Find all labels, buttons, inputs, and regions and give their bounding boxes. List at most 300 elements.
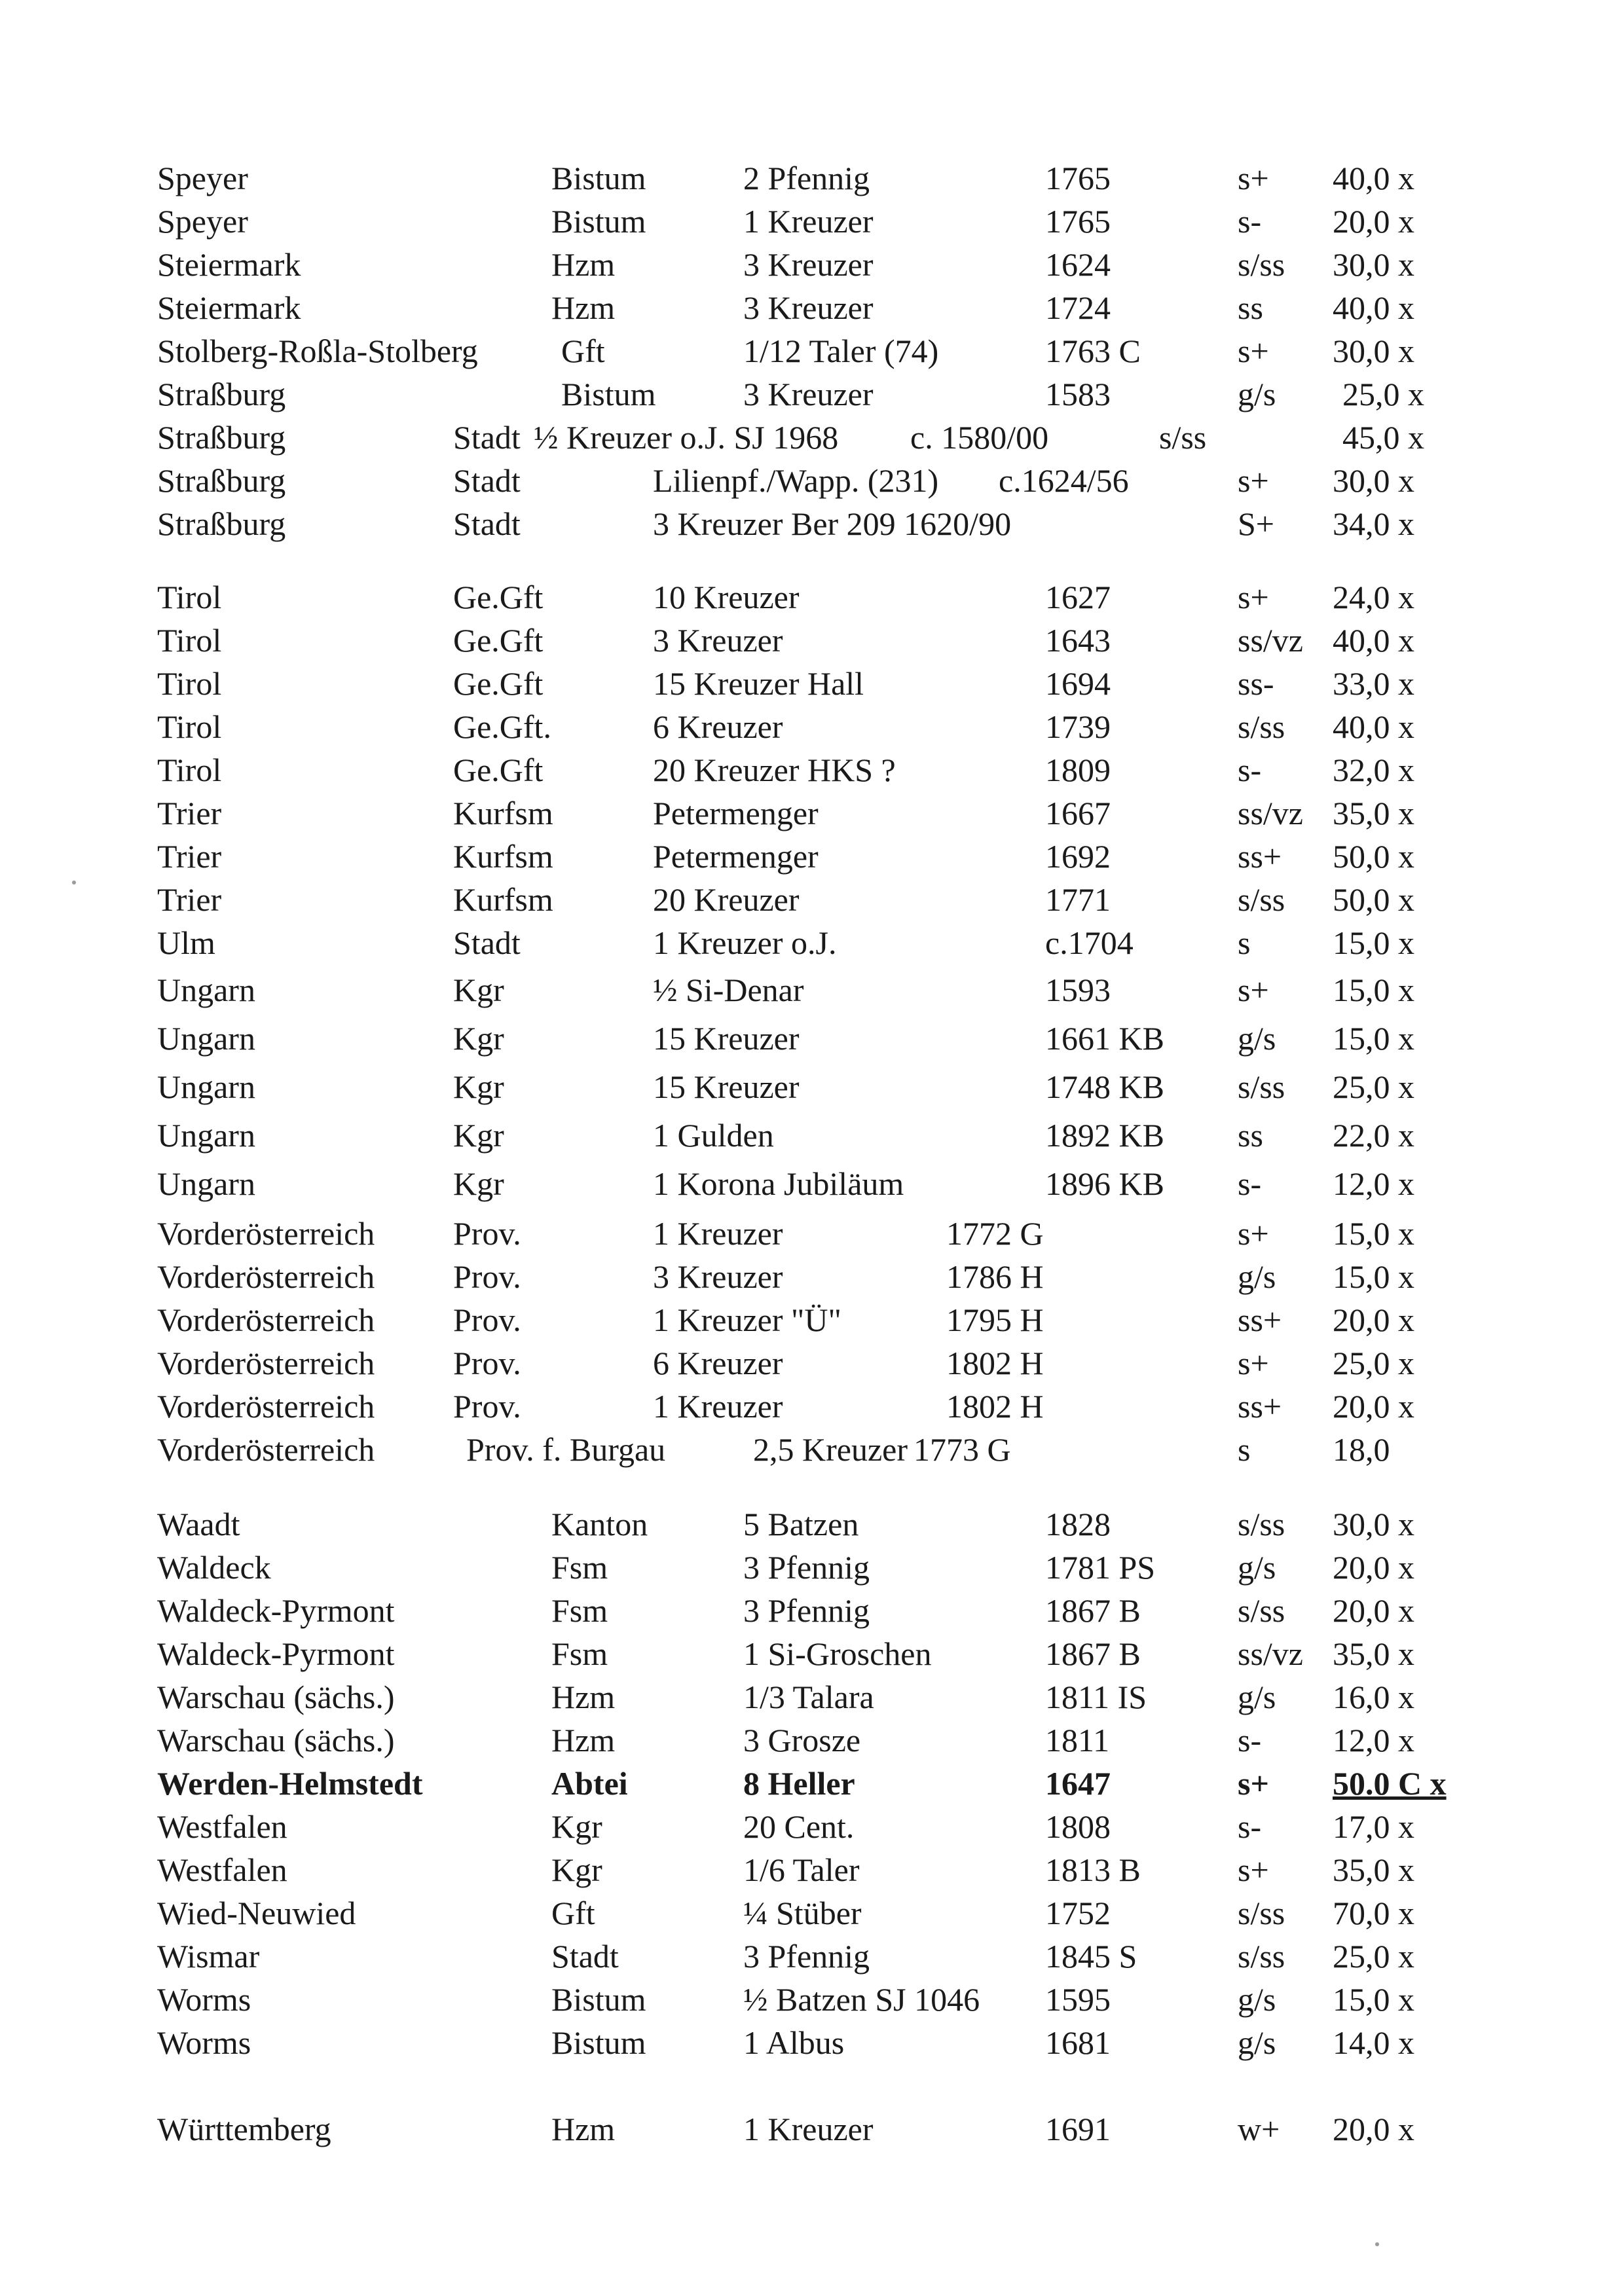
type-cell: Stadt	[453, 419, 521, 456]
table-row	[0, 1342, 1624, 1384]
denomination-cell: 3 Grosze	[743, 1722, 861, 1758]
grade-cell: s+	[1238, 160, 1269, 196]
price-cell: 20,0 x	[1333, 203, 1414, 240]
type-cell: Kgr	[551, 1851, 602, 1888]
type-cell: Ge.Gft	[453, 752, 544, 788]
territory-cell: Tirol	[157, 708, 222, 745]
territory-cell: Vorderösterreich	[157, 1431, 375, 1468]
table-row	[0, 1806, 1624, 1848]
type-cell: Kurfsm	[453, 881, 553, 918]
grade-cell: s/ss	[1238, 881, 1285, 918]
table-row	[0, 879, 1624, 920]
territory-cell: Ungarn	[157, 1165, 255, 1202]
type-cell: Kgr	[453, 972, 504, 1008]
type-cell: Fsm	[551, 1592, 608, 1629]
table-row	[0, 1676, 1624, 1718]
type-cell: Kgr	[453, 1117, 504, 1154]
territory-cell: Westfalen	[157, 1808, 287, 1845]
denomination-cell: 1 Kreuzer	[743, 203, 874, 240]
type-cell: Stadt	[453, 505, 521, 542]
table-row	[0, 1935, 1624, 1977]
grade-cell: s+	[1238, 1765, 1269, 1802]
grade-cell: s+	[1238, 1345, 1269, 1381]
grade-cell: ss/vz	[1238, 1635, 1303, 1672]
grade-cell: s/ss	[1238, 1068, 1285, 1105]
price-cell: 15,0 x	[1333, 924, 1414, 961]
price-cell: 17,0 x	[1333, 1808, 1414, 1845]
type-cell: Kgr	[551, 1808, 602, 1845]
type-cell: Prov.	[453, 1345, 521, 1381]
type-cell: Stadt	[453, 462, 521, 499]
type-cell: Prov. f. Burgau	[466, 1431, 666, 1468]
year-cell: 1681	[1045, 2024, 1111, 2061]
territory-cell: Ungarn	[157, 1117, 255, 1154]
table-row	[0, 1762, 1624, 1804]
table-row	[0, 1066, 1624, 1108]
price-cell: 30,0 x	[1333, 333, 1414, 369]
year-cell: 1748 KB	[1045, 1068, 1164, 1105]
table-row	[0, 969, 1624, 1011]
denomination-cell: 20 Kreuzer	[653, 881, 800, 918]
table-row	[0, 835, 1624, 877]
year-cell: 1811 IS	[1045, 1679, 1147, 1715]
table-row	[0, 1299, 1624, 1341]
grade-cell: s/ss	[1238, 1592, 1285, 1629]
territory-cell: Waadt	[157, 1506, 240, 1542]
year-cell: 1593	[1045, 972, 1111, 1008]
territory-cell: Trier	[157, 881, 222, 918]
denomination-cell: 3 Kreuzer	[743, 376, 874, 412]
year-cell: 1661 KB	[1045, 1020, 1164, 1057]
denomination-cell: 3 Pfennig	[743, 1549, 870, 1586]
denomination-cell: 1 Gulden	[653, 1117, 774, 1154]
year-cell: 1809	[1045, 752, 1111, 788]
type-cell: Bistum	[551, 160, 646, 196]
denomination-cell: 15 Kreuzer Hall	[653, 665, 864, 702]
territory-cell: Trier	[157, 795, 222, 831]
table-row	[0, 157, 1624, 199]
grade-cell: s-	[1238, 1808, 1262, 1845]
territory-cell: Waldeck	[157, 1549, 271, 1586]
year-cell: 1845 S	[1045, 1938, 1137, 1975]
price-cell: 20,0 x	[1333, 1549, 1414, 1586]
territory-cell: Straßburg	[157, 376, 286, 412]
denomination-cell: 1 Kreuzer "Ü"	[653, 1302, 841, 1338]
grade-cell: s/ss	[1238, 1506, 1285, 1542]
grade-cell: w+	[1238, 2111, 1280, 2147]
grade-cell: s/ss	[1238, 708, 1285, 745]
territory-cell: Warschau (sächs.)	[157, 1722, 395, 1758]
territory-cell: Steiermark	[157, 246, 301, 283]
price-cell: 30,0 x	[1333, 1506, 1414, 1542]
territory-cell: Tirol	[157, 665, 222, 702]
price-cell: 50,0 x	[1333, 881, 1414, 918]
year-cell: c.1704	[1045, 924, 1134, 961]
denomination-cell: ½ Si-Denar	[653, 972, 804, 1008]
grade-cell: s+	[1238, 1851, 1269, 1888]
price-cell: 34,0 x	[1333, 505, 1414, 542]
denomination-cell: 1 Albus	[743, 2024, 845, 2061]
grade-cell: s+	[1238, 579, 1269, 615]
table-row	[0, 200, 1624, 242]
price-cell: 14,0 x	[1333, 2024, 1414, 2061]
year-cell: 1896 KB	[1045, 1165, 1164, 1202]
price-cell: 25,0 x	[1333, 1345, 1414, 1381]
territory-cell: Tirol	[157, 622, 222, 659]
grade-cell: g/s	[1238, 1549, 1276, 1586]
year-cell: 1765	[1045, 203, 1111, 240]
year-cell: 1867 B	[1045, 1592, 1141, 1629]
type-cell: Gft	[561, 333, 605, 369]
denomination-cell: 1 Kreuzer	[743, 2111, 874, 2147]
territory-cell: Warschau (sächs.)	[157, 1679, 395, 1715]
table-row	[0, 1503, 1624, 1545]
price-cell: 50.0 C x	[1333, 1765, 1447, 1802]
denomination-cell: 8 Heller	[743, 1765, 855, 1802]
territory-cell: Worms	[157, 1981, 251, 2018]
price-cell: 25,0 x	[1342, 376, 1424, 412]
table-row	[0, 922, 1624, 964]
year-cell: 1811	[1045, 1722, 1110, 1758]
territory-cell: Vorderösterreich	[157, 1258, 375, 1295]
grade-cell: s/ss	[1238, 1938, 1285, 1975]
year-cell: 1724	[1045, 289, 1111, 326]
territory-cell: Vorderösterreich	[157, 1302, 375, 1338]
price-cell: 20,0 x	[1333, 2111, 1414, 2147]
price-cell: 20,0 x	[1333, 1592, 1414, 1629]
year-cell: 1802 H	[946, 1345, 1044, 1381]
territory-cell: Ulm	[157, 924, 215, 961]
territory-cell: Stolberg-Roßla-Stolberg	[157, 333, 478, 369]
year-cell: 1892 KB	[1045, 1117, 1164, 1154]
year-cell: 1752	[1045, 1895, 1111, 1931]
year-cell: 1763 C	[1045, 333, 1141, 369]
denomination-cell: 15 Kreuzer	[653, 1068, 800, 1105]
year-cell: 1828	[1045, 1506, 1111, 1542]
territory-cell: Vorderösterreich	[157, 1388, 375, 1425]
price-cell: 25,0 x	[1333, 1068, 1414, 1105]
grade-cell: ss+	[1238, 838, 1282, 875]
price-cell: 30,0 x	[1333, 462, 1414, 499]
price-cell: 15,0 x	[1333, 972, 1414, 1008]
year-cell: 1643	[1045, 622, 1111, 659]
type-cell: Kurfsm	[453, 795, 553, 831]
table-row	[0, 2022, 1624, 2064]
price-cell: 35,0 x	[1333, 1851, 1414, 1888]
territory-cell: Vorderösterreich	[157, 1345, 375, 1381]
year-cell: 1772 G	[946, 1215, 1044, 1252]
type-cell: Ge.Gft	[453, 622, 544, 659]
year-cell: 1692	[1045, 838, 1111, 875]
denomination-cell: 20 Kreuzer HKS ?	[653, 752, 896, 788]
price-cell: 40,0 x	[1333, 289, 1414, 326]
year-cell: c.1624/56	[999, 462, 1129, 499]
denomination-cell: 1 Kreuzer o.J.	[653, 924, 837, 961]
territory-cell: Tirol	[157, 752, 222, 788]
price-cell: 40,0 x	[1333, 160, 1414, 196]
year-cell: 1765	[1045, 160, 1111, 196]
table-row	[0, 1212, 1624, 1254]
price-cell: 35,0 x	[1333, 1635, 1414, 1672]
year-cell: 1781 PS	[1045, 1549, 1156, 1586]
territory-cell: Straßburg	[157, 462, 286, 499]
price-cell: 20,0 x	[1333, 1302, 1414, 1338]
grade-cell: g/s	[1238, 1020, 1276, 1057]
table-row	[0, 503, 1624, 545]
denomination-cell: 10 Kreuzer	[653, 579, 800, 615]
table-row	[0, 1546, 1624, 1588]
price-cell: 45,0 x	[1342, 419, 1424, 456]
denomination-cell: 2 Pfennig	[743, 160, 870, 196]
type-cell: Kgr	[453, 1068, 504, 1105]
price-cell: 40,0 x	[1333, 708, 1414, 745]
grade-cell: s-	[1238, 203, 1262, 240]
year-cell: 1583	[1045, 376, 1111, 412]
year-cell: 1867 B	[1045, 1635, 1141, 1672]
price-cell: 18,0	[1333, 1431, 1390, 1468]
year-cell: 1627	[1045, 579, 1111, 615]
grade-cell: s/ss	[1238, 246, 1285, 283]
table-row	[0, 1385, 1624, 1427]
year-cell: c. 1580/00	[910, 419, 1049, 456]
table-row	[0, 792, 1624, 834]
year-cell: 1694	[1045, 665, 1111, 702]
type-cell: Fsm	[551, 1549, 608, 1586]
year-cell: 1667	[1045, 795, 1111, 831]
type-cell: Kgr	[453, 1165, 504, 1202]
grade-cell: s	[1238, 1431, 1251, 1468]
year-cell: 1808	[1045, 1808, 1111, 1845]
type-cell: Bistum	[561, 376, 656, 412]
grade-cell: g/s	[1238, 1981, 1276, 2018]
grade-cell: s-	[1238, 1165, 1262, 1202]
denomination-cell: 3 Kreuzer	[653, 622, 783, 659]
grade-cell: ss/vz	[1238, 795, 1303, 831]
price-cell: 15,0 x	[1333, 1258, 1414, 1295]
price-cell: 50,0 x	[1333, 838, 1414, 875]
type-cell: Prov.	[453, 1388, 521, 1425]
type-cell: Abtei	[551, 1765, 628, 1802]
type-cell: Hzm	[551, 289, 616, 326]
grade-cell: s+	[1238, 333, 1269, 369]
grade-cell: s+	[1238, 1215, 1269, 1252]
table-row	[0, 663, 1624, 704]
grade-cell: g/s	[1238, 376, 1276, 412]
type-cell: Prov.	[453, 1215, 521, 1252]
price-cell: 12,0 x	[1333, 1165, 1414, 1202]
territory-cell: Wismar	[157, 1938, 260, 1975]
price-cell: 33,0 x	[1333, 665, 1414, 702]
territory-cell: Westfalen	[157, 1851, 287, 1888]
type-cell: Prov.	[453, 1302, 521, 1338]
denomination-cell: 6 Kreuzer	[653, 708, 783, 745]
territory-cell: Württemberg	[157, 2111, 331, 2147]
type-cell: Kgr	[453, 1020, 504, 1057]
territory-cell: Ungarn	[157, 1068, 255, 1105]
territory-cell: Ungarn	[157, 1020, 255, 1057]
year-cell: 1802 H	[946, 1388, 1044, 1425]
table-row	[0, 330, 1624, 372]
year-cell: 1739	[1045, 708, 1111, 745]
grade-cell: ss	[1238, 289, 1263, 326]
denomination-cell: 2,5 Kreuzer	[753, 1431, 908, 1468]
type-cell: Kurfsm	[453, 838, 553, 875]
type-cell: Prov.	[453, 1258, 521, 1295]
grade-cell: s+	[1238, 972, 1269, 1008]
price-cell: 24,0 x	[1333, 579, 1414, 615]
table-row	[0, 1429, 1624, 1470]
table-row	[0, 244, 1624, 285]
denomination-cell: 1 Kreuzer	[653, 1215, 783, 1252]
grade-cell: s/ss	[1159, 419, 1207, 456]
grade-cell: ss	[1238, 1117, 1263, 1154]
denomination-cell: 3 Pfennig	[743, 1938, 870, 1975]
year-cell: 1813 B	[1045, 1851, 1141, 1888]
territory-cell: Speyer	[157, 203, 248, 240]
table-row	[0, 576, 1624, 618]
table-row	[0, 287, 1624, 329]
table-row	[0, 1256, 1624, 1298]
denomination-cell: ½ Kreuzer o.J. SJ 1968	[534, 419, 839, 456]
denomination-cell: ½ Batzen SJ 1046	[743, 1981, 980, 2018]
year-cell: 1691	[1045, 2111, 1111, 2147]
grade-cell: ss+	[1238, 1388, 1282, 1425]
denomination-cell: ¼ Stüber	[743, 1895, 862, 1931]
type-cell: Gft	[551, 1895, 595, 1931]
territory-cell: Worms	[157, 2024, 251, 2061]
type-cell: Kanton	[551, 1506, 648, 1542]
territory-cell: Wied-Neuwied	[157, 1895, 356, 1931]
table-row	[0, 749, 1624, 791]
territory-cell: Trier	[157, 838, 222, 875]
grade-cell: s/ss	[1238, 1895, 1285, 1931]
table-row	[0, 706, 1624, 748]
type-cell: Hzm	[551, 1722, 616, 1758]
price-cell: 15,0 x	[1333, 1020, 1414, 1057]
table-row	[0, 1719, 1624, 1761]
territory-cell: Werden-Helmstedt	[157, 1765, 423, 1802]
price-cell: 30,0 x	[1333, 246, 1414, 283]
denomination-cell: 1 Korona Jubiläum	[653, 1165, 904, 1202]
table-row	[0, 1978, 1624, 2020]
territory-cell: Straßburg	[157, 505, 286, 542]
denomination-cell: 3 Kreuzer	[743, 289, 874, 326]
type-cell: Stadt	[551, 1938, 619, 1975]
year-cell: 1647	[1045, 1765, 1111, 1802]
denomination-cell: 1/6 Taler	[743, 1851, 860, 1888]
year-cell: 1795 H	[946, 1302, 1044, 1338]
scan-speck	[1375, 2242, 1379, 2246]
table-row	[0, 1892, 1624, 1934]
type-cell: Bistum	[551, 203, 646, 240]
price-cell: 15,0 x	[1333, 1981, 1414, 2018]
territory-cell: Waldeck-Pyrmont	[157, 1592, 395, 1629]
price-cell: 12,0 x	[1333, 1722, 1414, 1758]
table-row	[0, 460, 1624, 501]
type-cell: Hzm	[551, 1679, 616, 1715]
type-cell: Fsm	[551, 1635, 608, 1672]
denomination-cell: 6 Kreuzer	[653, 1345, 783, 1381]
table-row	[0, 1590, 1624, 1631]
denomination-cell: 1/3 Talara	[743, 1679, 874, 1715]
table-row	[0, 2108, 1624, 2150]
grade-cell: g/s	[1238, 1258, 1276, 1295]
denomination-cell: 1 Si-Groschen	[743, 1635, 932, 1672]
table-row	[0, 1849, 1624, 1891]
type-cell: Bistum	[551, 2024, 646, 2061]
grade-cell: ss+	[1238, 1302, 1282, 1338]
denomination-cell: Petermenger	[653, 795, 819, 831]
grade-cell: S+	[1238, 505, 1275, 542]
territory-cell: Waldeck-Pyrmont	[157, 1635, 395, 1672]
territory-cell: Ungarn	[157, 972, 255, 1008]
price-cell: 25,0 x	[1333, 1938, 1414, 1975]
territory-cell: Tirol	[157, 579, 222, 615]
year-cell: 1624	[1045, 246, 1111, 283]
grade-cell: g/s	[1238, 2024, 1276, 2061]
type-cell: Ge.Gft	[453, 579, 544, 615]
table-row	[0, 1633, 1624, 1675]
territory-cell: Vorderösterreich	[157, 1215, 375, 1252]
table-row	[0, 619, 1624, 661]
table-row	[0, 416, 1624, 458]
table-row	[0, 1163, 1624, 1205]
price-cell: 70,0 x	[1333, 1895, 1414, 1931]
denomination-cell: 3 Kreuzer Ber 209 1620/90	[653, 505, 1012, 542]
grade-cell: ss/vz	[1238, 622, 1303, 659]
denomination-cell: 1/12 Taler (74)	[743, 333, 939, 369]
table-row	[0, 373, 1624, 415]
denomination-cell: 15 Kreuzer	[653, 1020, 800, 1057]
year-cell: 1771	[1045, 881, 1111, 918]
denomination-cell: 5 Batzen	[743, 1506, 859, 1542]
denomination-cell: 3 Kreuzer	[653, 1258, 783, 1295]
price-cell: 22,0 x	[1333, 1117, 1414, 1154]
type-cell: Bistum	[551, 1981, 646, 2018]
price-cell: 35,0 x	[1333, 795, 1414, 831]
grade-cell: g/s	[1238, 1679, 1276, 1715]
type-cell: Hzm	[551, 246, 616, 283]
table-row	[0, 1017, 1624, 1059]
territory-cell: Straßburg	[157, 419, 286, 456]
territory-cell: Speyer	[157, 160, 248, 196]
denomination-cell: 3 Kreuzer	[743, 246, 874, 283]
denomination-cell: 3 Pfennig	[743, 1592, 870, 1629]
grade-cell: s	[1238, 924, 1251, 961]
grade-cell: s-	[1238, 1722, 1262, 1758]
year-cell: 1786 H	[946, 1258, 1044, 1295]
year-cell: 1595	[1045, 1981, 1111, 2018]
grade-cell: s-	[1238, 752, 1262, 788]
type-cell: Ge.Gft	[453, 665, 544, 702]
price-cell: 15,0 x	[1333, 1215, 1414, 1252]
type-cell: Stadt	[453, 924, 521, 961]
denomination-cell: Lilienpf./Wapp. (231)	[653, 462, 939, 499]
denomination-cell: 1 Kreuzer	[653, 1388, 783, 1425]
price-cell: 32,0 x	[1333, 752, 1414, 788]
year-cell: 1773 G	[913, 1431, 1011, 1468]
price-cell: 40,0 x	[1333, 622, 1414, 659]
grade-cell: s+	[1238, 462, 1269, 499]
price-cell: 16,0 x	[1333, 1679, 1414, 1715]
type-cell: Hzm	[551, 2111, 616, 2147]
territory-cell: Steiermark	[157, 289, 301, 326]
type-cell: Ge.Gft.	[453, 708, 551, 745]
denomination-cell: 20 Cent.	[743, 1808, 855, 1845]
table-row	[0, 1114, 1624, 1156]
grade-cell: ss-	[1238, 665, 1274, 702]
scan-speck	[72, 881, 76, 884]
